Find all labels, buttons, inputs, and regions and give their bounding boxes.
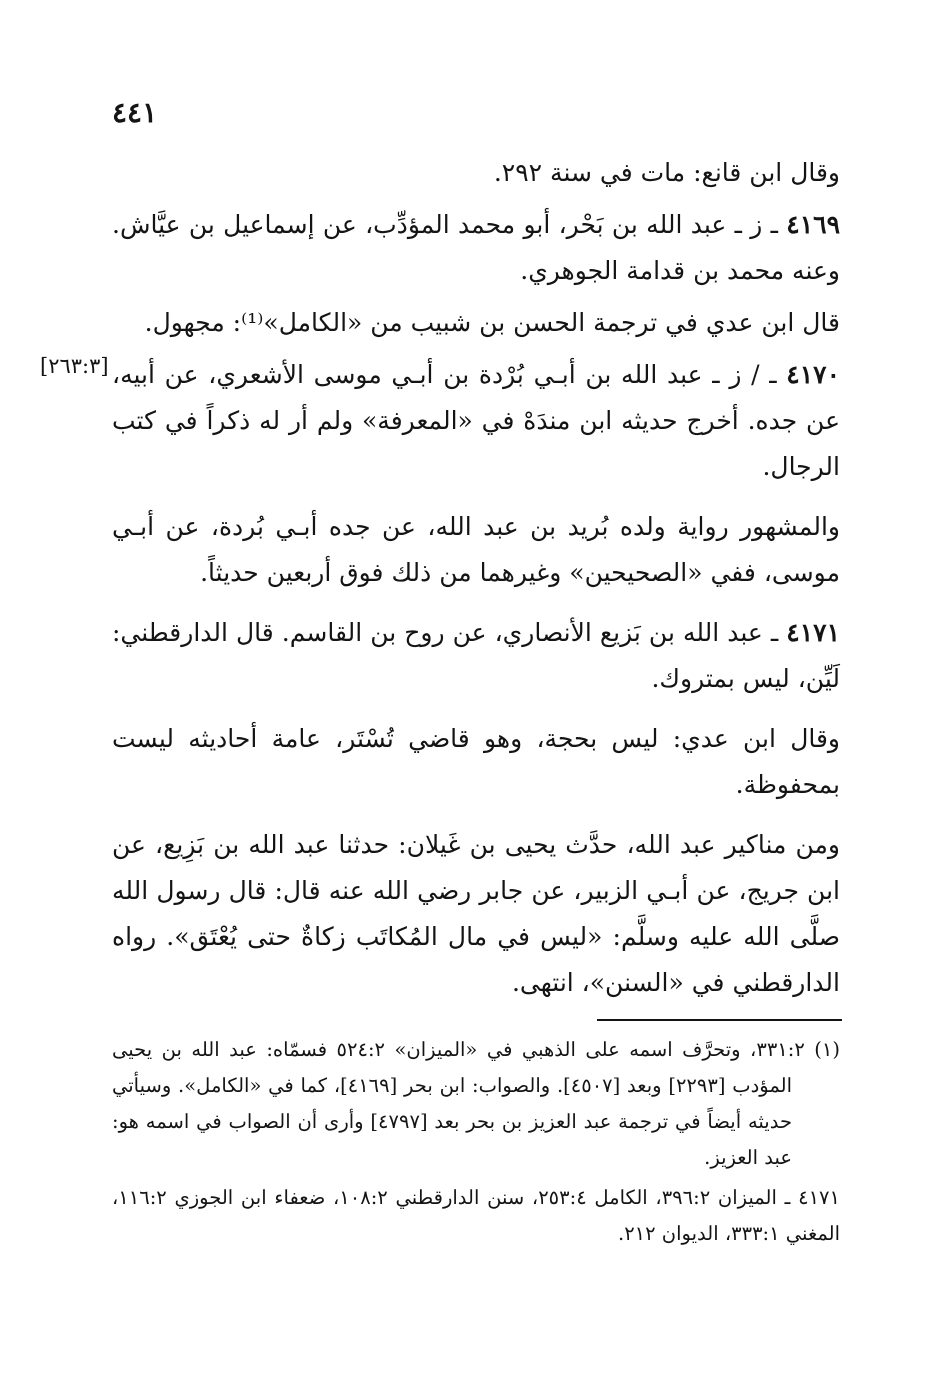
- footnote-text: ـ الميزان ٣٩٦:٢، الكامل ٢٥٣:٤، سنن الدارقطني ١٠٨:٢، ضعفاء ابن الجوزي ١١٦:٢، المغني ٣٣٣:١، الديوان ٢١٢.: [112, 1186, 840, 1245]
- footnotes: [112, 1032, 840, 1256]
- entry-text: ـ عبد الله بن بَزيع الأنصاري، عن روح بن القاسم. قال الدارقطني: لَيِّن، ليس بمتروك.: [112, 618, 840, 693]
- entry-4169: [112, 202, 840, 294]
- footnote-number: (١): [814, 1038, 840, 1061]
- entry-text: ـ ز ـ عبد الله بن بَحْر، أبو محمد المؤدِّب، عن إسماعيل بن عيَّاش. وعنه محمد بن قدامة الجوهري.: [112, 210, 840, 285]
- paragraph-ibn-adi-hujja: وقال ابن عدي: ليس بحجة، وهو قاضي تُسْتَر، عامة أحاديثه ليست بمحفوظة.: [112, 724, 840, 799]
- page-number: ٤٤١: [112, 96, 158, 129]
- footnote-text: ٣٣١:٢، وتحرَّف اسمه على الذهبي في «الميزان» ٥٢٤:٢ فسمّاه: عبد الله بن يحيى المؤدب [٢٢٩٣] وبعد [٤٥٠٧]. والصواب: ابن بحر [٤١٦٩]، كما في «الكامل». وسيأتي حديثه أيضاً في ترجمة عبد العزيز بن بحر بعد [٤٧٩٧] وأرى أن الصواب في اسمه هو: عبد العزيز.: [112, 1038, 815, 1169]
- paragraph-manakir: ومن مناكير عبد الله، حدَّث يحيى بن غَيلان: حدثنا عبد الله بن بَزِيع، عن ابن جريج، عن أبـي الزبير، عن جابر رضي الله عنه قال: قال رسول الله صلَّى الله عليه وسلَّم: «ليس في مال المُكاتَب زكاةٌ حتى يُعْتَق». رواه الدارقطني في «السنن»، انتهى.: [112, 830, 840, 997]
- paragraph-ibn-adi-kamil: قال ابن عدي في ترجمة الحسن بن شبيب من «الكامل»⁽¹⁾: مجهول.: [144, 308, 840, 337]
- entry-4170: [112, 352, 840, 490]
- footnote-divider: [597, 1019, 842, 1021]
- footnote-1: [112, 1032, 840, 1176]
- footnote-sources-4171: [112, 1180, 840, 1252]
- footnote-number: ٤١٧١: [798, 1186, 840, 1209]
- entry-number: ٤١٦٩: [786, 210, 840, 239]
- entry-4171: [112, 610, 840, 702]
- entry-text: ـ / ز ـ عبد الله بن أبـي بُرْدة بن أبـي موسى الأشعري، عن أبيه، عن جده. أخرج حديثه ابن مندَهْ في «المعرفة» ولم أر له ذكراً في كتب الرجال.: [112, 360, 840, 481]
- entry-number: ٤١٧١: [786, 618, 840, 647]
- paragraph-mashhur: والمشهور رواية ولده بُريد بن عبد الله، عن جده أبـي بُردة، عن أبـي موسى، ففي «الصحيحين» وغيرهما من ذلك فوق أربعين حديثاً.: [112, 512, 840, 587]
- entry-number: ٤١٧٠: [786, 360, 840, 389]
- paragraph-ibn-qani: وقال ابن قانع: مات في سنة ٢٩٢.: [493, 158, 840, 187]
- margin-reference: [٢٦٣:٣]: [40, 354, 109, 378]
- main-text: [112, 150, 840, 1012]
